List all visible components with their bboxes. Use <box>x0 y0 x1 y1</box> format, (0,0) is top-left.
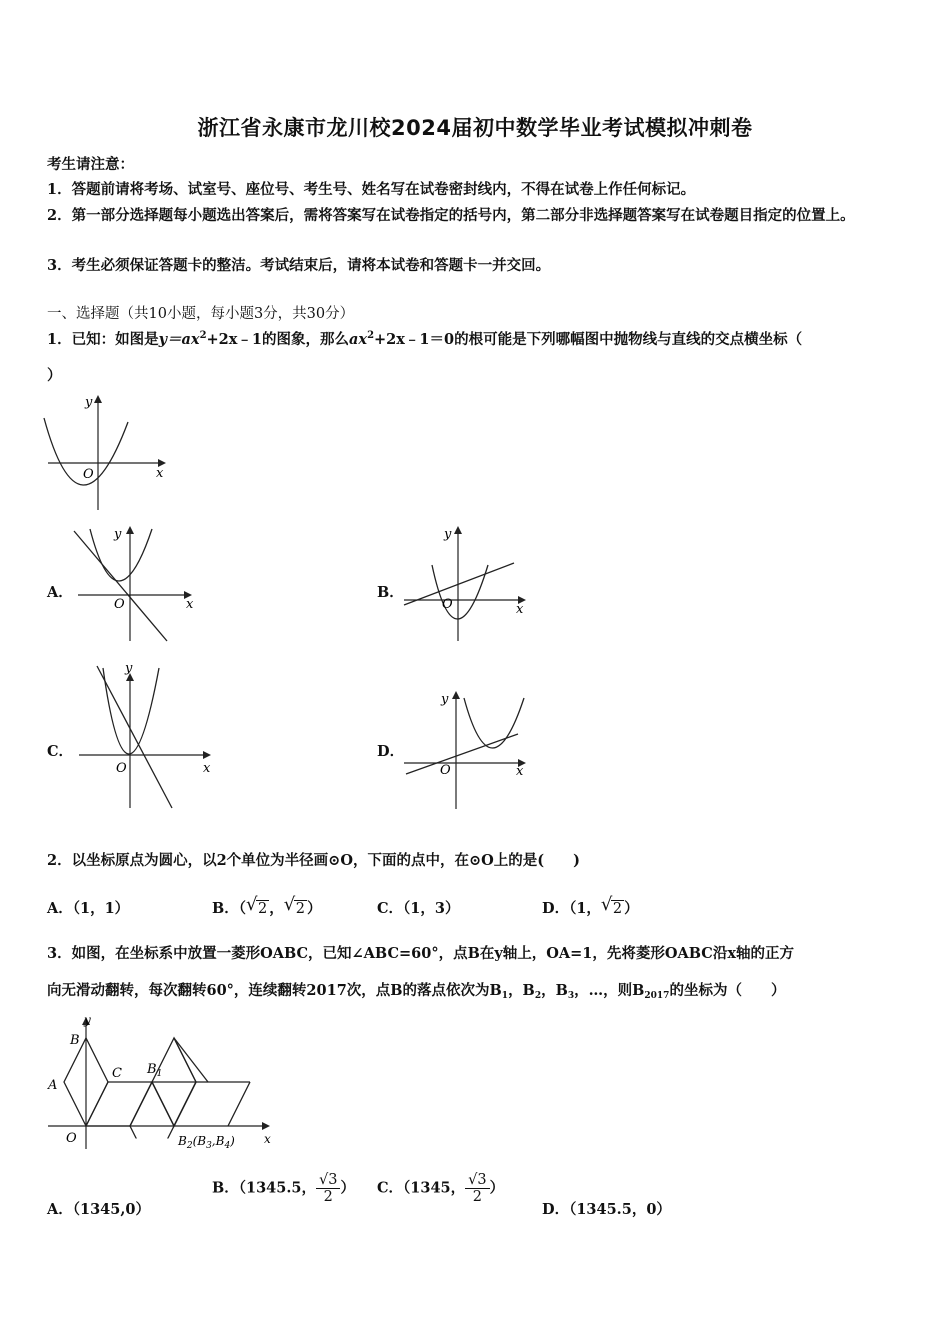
x-label: x <box>186 597 194 612</box>
q1-option-c-graph <box>75 662 220 812</box>
sqrt-2: √ 2 <box>246 894 268 917</box>
q2-b-label: B．（ <box>212 900 247 917</box>
q1-pre: 已知：如图是 <box>71 331 159 348</box>
line <box>406 734 518 774</box>
q1-close-paren: ） <box>47 367 62 384</box>
q1-eq-tail: +2x﹣1＝0 <box>374 331 455 348</box>
x-label: x <box>516 764 524 779</box>
origin-label: O <box>114 597 125 612</box>
y-label: y <box>125 662 133 676</box>
notice-item-2: 2．第一部分选择题每小题选出答案后，需将答案写在试卷指定的括号内，第二部分非选择题答案写在试卷题目指定的位置上。 <box>47 207 855 224</box>
b2-letter: B <box>178 1134 187 1148</box>
edge <box>130 1082 152 1126</box>
q3-b-close: ） <box>340 1179 355 1197</box>
q1-option-d-label[interactable]: D． <box>377 743 405 760</box>
q3-sub-2017: 2017 <box>644 991 670 1001</box>
q3-rhombus-figure <box>40 1014 290 1159</box>
b2-sub: 2 <box>186 1141 193 1151</box>
parabola <box>432 565 488 619</box>
label-b: B <box>70 1033 80 1048</box>
q3-sub-1: 1 <box>501 991 509 1001</box>
q1-eq: ax <box>349 331 368 348</box>
q3-option-a[interactable]: A．（1345,0） <box>47 1201 150 1218</box>
q3-c-close: ） <box>489 1179 505 1197</box>
y-arrow <box>126 526 134 534</box>
edge <box>174 1038 208 1082</box>
hidden <box>174 1038 218 1082</box>
q1-func-sup: 2 <box>199 330 207 341</box>
line <box>97 666 172 808</box>
x-label: x <box>264 1132 271 1146</box>
b4-sub: 4 <box>224 1141 231 1151</box>
q3-option-d[interactable]: D．（1345.5，0） <box>542 1201 671 1218</box>
q1-eq-sup: 2 <box>367 330 375 341</box>
edge <box>196 1038 218 1082</box>
q3-c2: ，B <box>541 982 568 999</box>
q2-b-sep: ， <box>269 900 284 917</box>
parabola <box>464 698 524 748</box>
edge <box>174 1038 196 1082</box>
q3-sub-2: 2 <box>534 991 542 1001</box>
q3-b-label: B．（1345.5， <box>212 1179 316 1197</box>
q1-func-tail: +2x﹣1 <box>206 331 263 348</box>
q1-func: y＝ax <box>158 331 200 348</box>
notice-heading: 考生请注意： <box>47 156 134 173</box>
label-o: O <box>66 1131 77 1146</box>
origin-label: O <box>442 597 453 612</box>
label-b2-b3-b4 <box>177 1134 235 1151</box>
fraction <box>316 1172 340 1205</box>
x-label: x <box>156 466 164 481</box>
b3-letter: (B <box>192 1134 207 1148</box>
q2-b-close: ） <box>306 900 322 917</box>
q1-main-graph <box>40 392 175 514</box>
q3-l2-pre: 向无滑动翻转，每次翻转60°，连续翻转2017次，点B的落点依次为B <box>47 982 502 999</box>
q3-c-den: 2 <box>472 1189 482 1205</box>
sqrt-2: √ 2 <box>283 894 305 917</box>
label-c: C <box>112 1066 122 1081</box>
edge <box>228 1082 250 1126</box>
q3-option-c[interactable] <box>377 1172 504 1205</box>
q2-b-r2: 2 <box>295 901 305 917</box>
q1-option-d-graph <box>400 688 535 813</box>
x-arrow <box>203 751 211 759</box>
q3-option-b[interactable] <box>212 1172 355 1205</box>
question-3-line-2 <box>47 979 785 1001</box>
b1-sub: 1 <box>156 1069 163 1079</box>
q1-option-b-graph <box>400 523 535 643</box>
q1-mid: 的图象，那么 <box>262 331 350 348</box>
y-arrow <box>454 526 462 534</box>
x-arrow <box>262 1122 270 1130</box>
q1-option-a-graph <box>70 523 200 643</box>
q2-option-a[interactable]: A．（1，1） <box>47 900 130 917</box>
y-label: y <box>114 527 122 542</box>
y-label: y <box>84 1014 91 1027</box>
q2-option-b[interactable] <box>212 894 322 918</box>
q2-d-label: D．（1， <box>542 900 601 917</box>
q2-option-c[interactable]: C．（1，3） <box>377 900 460 917</box>
x-label: x <box>516 602 524 617</box>
q1-post: 的根可能是下列哪幅图中抛物线与直线的交点横坐标（ <box>454 331 803 348</box>
line <box>74 531 167 641</box>
q1-option-b-label[interactable]: B． <box>377 584 404 601</box>
q3-l2-mid: ，…，则B <box>574 982 645 999</box>
section-heading: 一、选择题（共10小题，每小题3分，共30分） <box>47 306 355 322</box>
origin-label: O <box>83 467 94 482</box>
notice-item-3: 3．考生必须保证答题卡的整洁。考试结束后，请将本试卷和答题卡一并交回。 <box>47 257 551 274</box>
q2-option-d[interactable] <box>542 894 639 918</box>
b3-sub: 3 <box>206 1141 212 1151</box>
y-arrow <box>94 395 102 403</box>
q3-sub-3: 3 <box>567 991 575 1001</box>
label-b1 <box>146 1062 162 1079</box>
question-3-line-1: 3．如图，在坐标系中放置一菱形OABC，已知∠ABC=60°，点B在y轴上，OA=1，先将菱形OABC沿x轴的正方 <box>47 945 794 962</box>
y-label: y <box>441 692 449 707</box>
q3-b-num: √3 <box>316 1172 340 1189</box>
y-arrow <box>452 691 460 699</box>
question-2-text: 2．以坐标原点为圆心，以2个单位为半径画⊙O，下面的点中，在⊙O上的是( ) <box>47 852 580 869</box>
fraction <box>465 1172 489 1205</box>
q2-b-r1: 2 <box>258 901 268 917</box>
x-label: x <box>203 761 211 776</box>
y-label: y <box>444 527 452 542</box>
b4-letter: ,B <box>211 1134 225 1148</box>
q3-l2-post: 的坐标为（ ） <box>669 982 786 999</box>
q3-c-num: √3 <box>465 1172 489 1189</box>
b1-letter: B <box>147 1062 157 1077</box>
rhombus-2 <box>130 1082 174 1159</box>
q2-d-r: 2 <box>612 901 623 917</box>
q2-d-close: ） <box>624 900 639 917</box>
origin-label: O <box>116 761 127 776</box>
sqrt-2: √ 2 <box>600 894 623 917</box>
q3-c-label: C．（1345， <box>377 1179 466 1197</box>
b4-close: ) <box>230 1134 235 1148</box>
q1-option-c-label[interactable]: C． <box>47 743 74 760</box>
edge <box>174 1082 196 1126</box>
q3-b-den: 2 <box>323 1189 333 1205</box>
page-title: 浙江省永康市龙川校2024届初中数学毕业考试模拟冲刺卷 <box>197 116 753 140</box>
question-1-text <box>47 328 802 349</box>
y-label: y <box>85 395 93 410</box>
q1-number: 1． <box>47 331 72 348</box>
notice-item-1: 1．答题前请将考场、试室号、座位号、考生号、姓名写在试卷密封线内，不得在试卷上作任何标记。 <box>47 181 696 198</box>
q3-c1: ，B <box>508 982 535 999</box>
rhombus-1 <box>86 1082 152 1126</box>
origin-label: O <box>440 763 451 778</box>
label-a: A <box>48 1078 58 1093</box>
q1-option-a-label[interactable]: A． <box>47 584 73 601</box>
line <box>404 563 514 605</box>
